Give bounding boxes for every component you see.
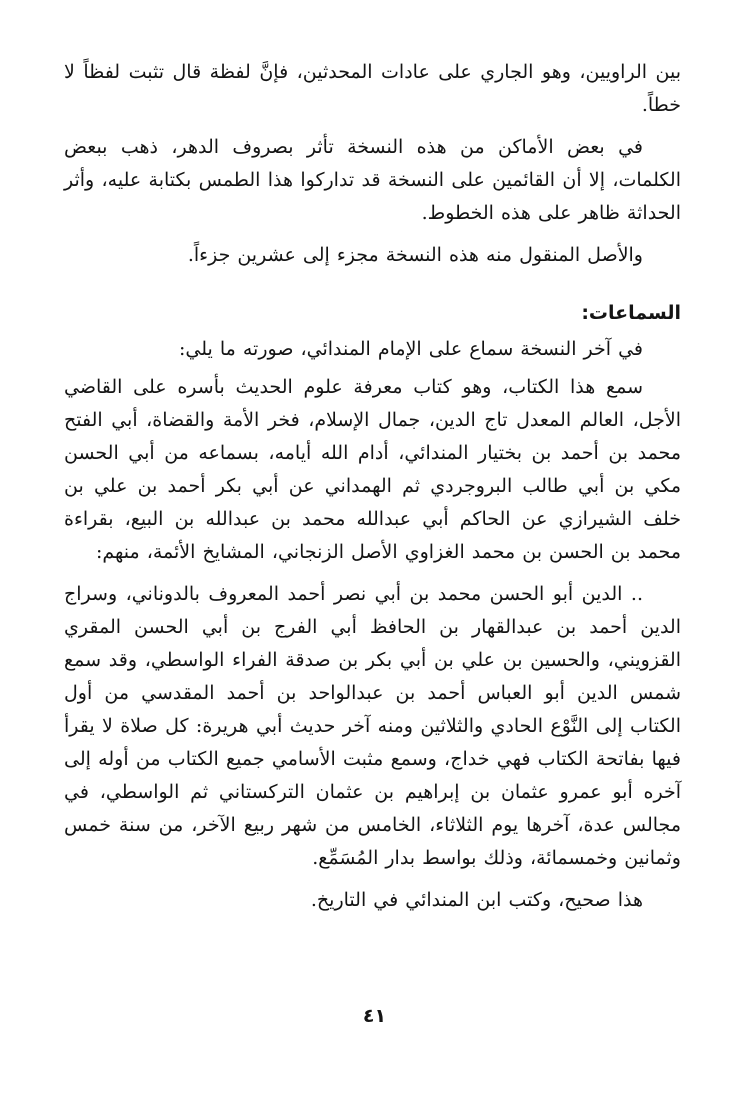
section-heading-samaat: السماعات:: [581, 302, 681, 324]
closing-paragraph: هذا صحيح، وكتب ابن المندائي في التاريخ.: [310, 889, 643, 911]
intro-paragraph-2: في بعض الأماكن من هذه النسخة تأثر بصروف الدهر، ذهب ببعض الكلمات، إلا أن القائمين على النسخة قد تداركوا هذا الطمس بكتابة عليه، وأثر الحداثة ظاهر على هذه الخطوط.: [64, 136, 681, 224]
names-paragraph: .. الدين أبو الحسن محمد بن أبي نصر أحمد المعروف بالدوناني، وسراج الدين أحمد بن عبدالقهار بن الحافظ أبي الفرج بن أبي الحسن المقري القزويني، والحسين بن علي بن أبي بكر بن صدقة الفراء الواسطي، وقد سمع شمس الدين أبو العباس أحمد بن عبدالواحد بن أحمد المقدسي من أول الكتاب إلى النَّوْع الحادي والثلاثين ومنه آخر حديث أبي هريرة: كل صلاة لا يقرأ فيها بفاتحة الكتاب فهي خداج، وسمع مثبت الأسامي جميع الكتاب من أوله إلى آخره أبو عمرو عثمان بن إبراهيم بن عثمان التركستاني ثم الواسطي، في مجالس عدة، آخرها يوم الثلاثاء، الخامس من شهر ربيع الآخر، من سنة خمس وثمانين وخمسمائة، وذلك بواسط بدار المُسَمِّع.: [64, 583, 681, 869]
intro-paragraph-1: بين الراويين، وهو الجاري على عادات المحدثين، فإنَّ لفظة قال تثبت لفظاً لا خطاً.: [64, 61, 681, 116]
samaat-intro-paragraph: في آخر النسخة سماع على الإمام المندائي، صورته ما يلي:: [179, 338, 643, 360]
samaa-text-paragraph: سمع هذا الكتاب، وهو كتاب معرفة علوم الحديث بأسره على القاضي الأجل، العالم المعدل تاج الدين، جمال الإسلام، فخر الأمة والقضاة، أبي الفتح محمد بن أحمد بن بختيار المندائي، أدام الله أيامه، بسماعه من أبي الحسن مكي بن أبي طالب البروجردي ثم الهمداني عن أبي بكر أحمد بن علي بن خلف الشيرازي عن الحاكم أبي عبدالله محمد بن عبدالله بن البيع، بقراءة محمد بن الحسن بن محمد الغزاوي الأصل الزنجاني، المشايخ الأئمة، منهم:: [64, 376, 681, 563]
page-number: ٤١: [362, 1005, 387, 1027]
intro-paragraph-3: والأصل المنقول منه هذه النسخة مجزء إلى عشرين جزءاً.: [187, 244, 643, 266]
